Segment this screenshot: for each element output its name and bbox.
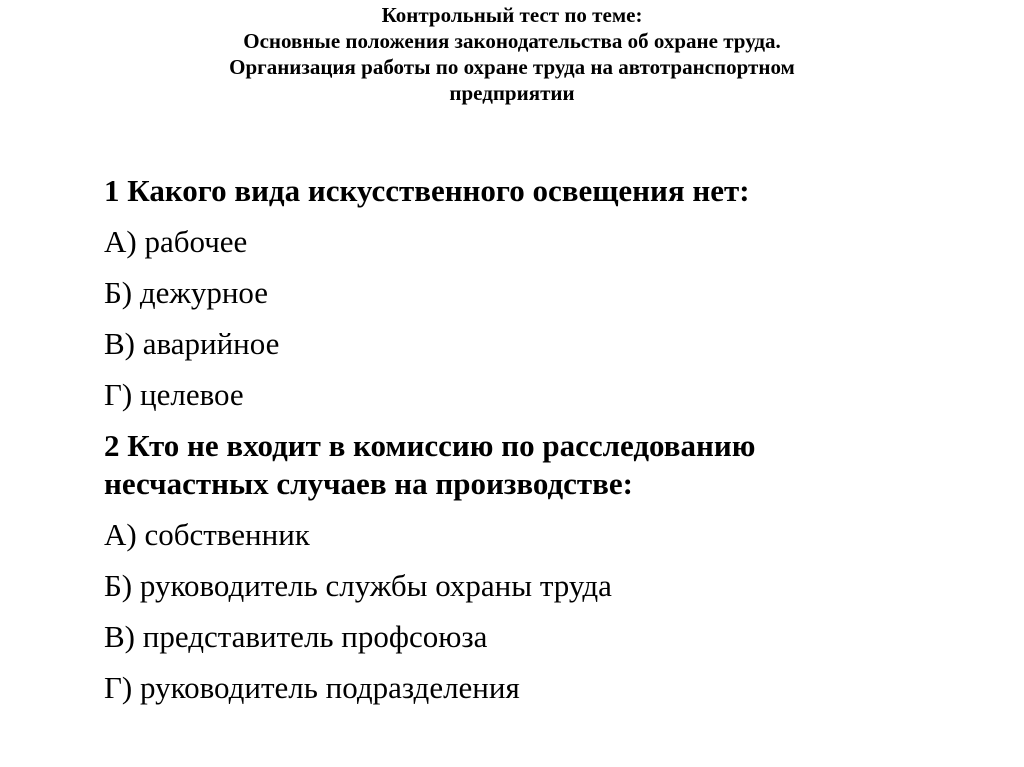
answer-option: В) представитель профсоюза <box>104 619 488 654</box>
slide-title <box>0 2 1024 106</box>
answer-option: А) собственник <box>104 517 310 552</box>
question-text-line: 2 Кто не входит в комиссию по расследованию <box>104 428 756 463</box>
title-line: Организация работы по охране труда на автотранспортном <box>229 55 795 79</box>
answer-option: А) рабочее <box>104 224 248 259</box>
answer-option: Б) руководитель службы охраны труда <box>104 568 612 603</box>
answer-option: Г) руководитель подразделения <box>104 670 520 705</box>
question-block-1 <box>104 172 964 414</box>
test-content <box>104 172 964 720</box>
question-text <box>104 427 964 503</box>
answer-option: Г) целевое <box>104 377 244 412</box>
question-block-2 <box>104 427 964 707</box>
title-line: Контрольный тест по теме: <box>381 3 643 27</box>
answer-option: Б) дежурное <box>104 275 269 310</box>
title-line: Основные положения законодательства об охране труда. <box>243 29 781 53</box>
title-line: предприятии <box>449 81 575 105</box>
question-text: 1 Какого вида искусственного освещения нет: <box>104 173 750 208</box>
question-text-line: несчастных случаев на производстве: <box>104 466 633 501</box>
answer-option: В) аварийное <box>104 326 280 361</box>
